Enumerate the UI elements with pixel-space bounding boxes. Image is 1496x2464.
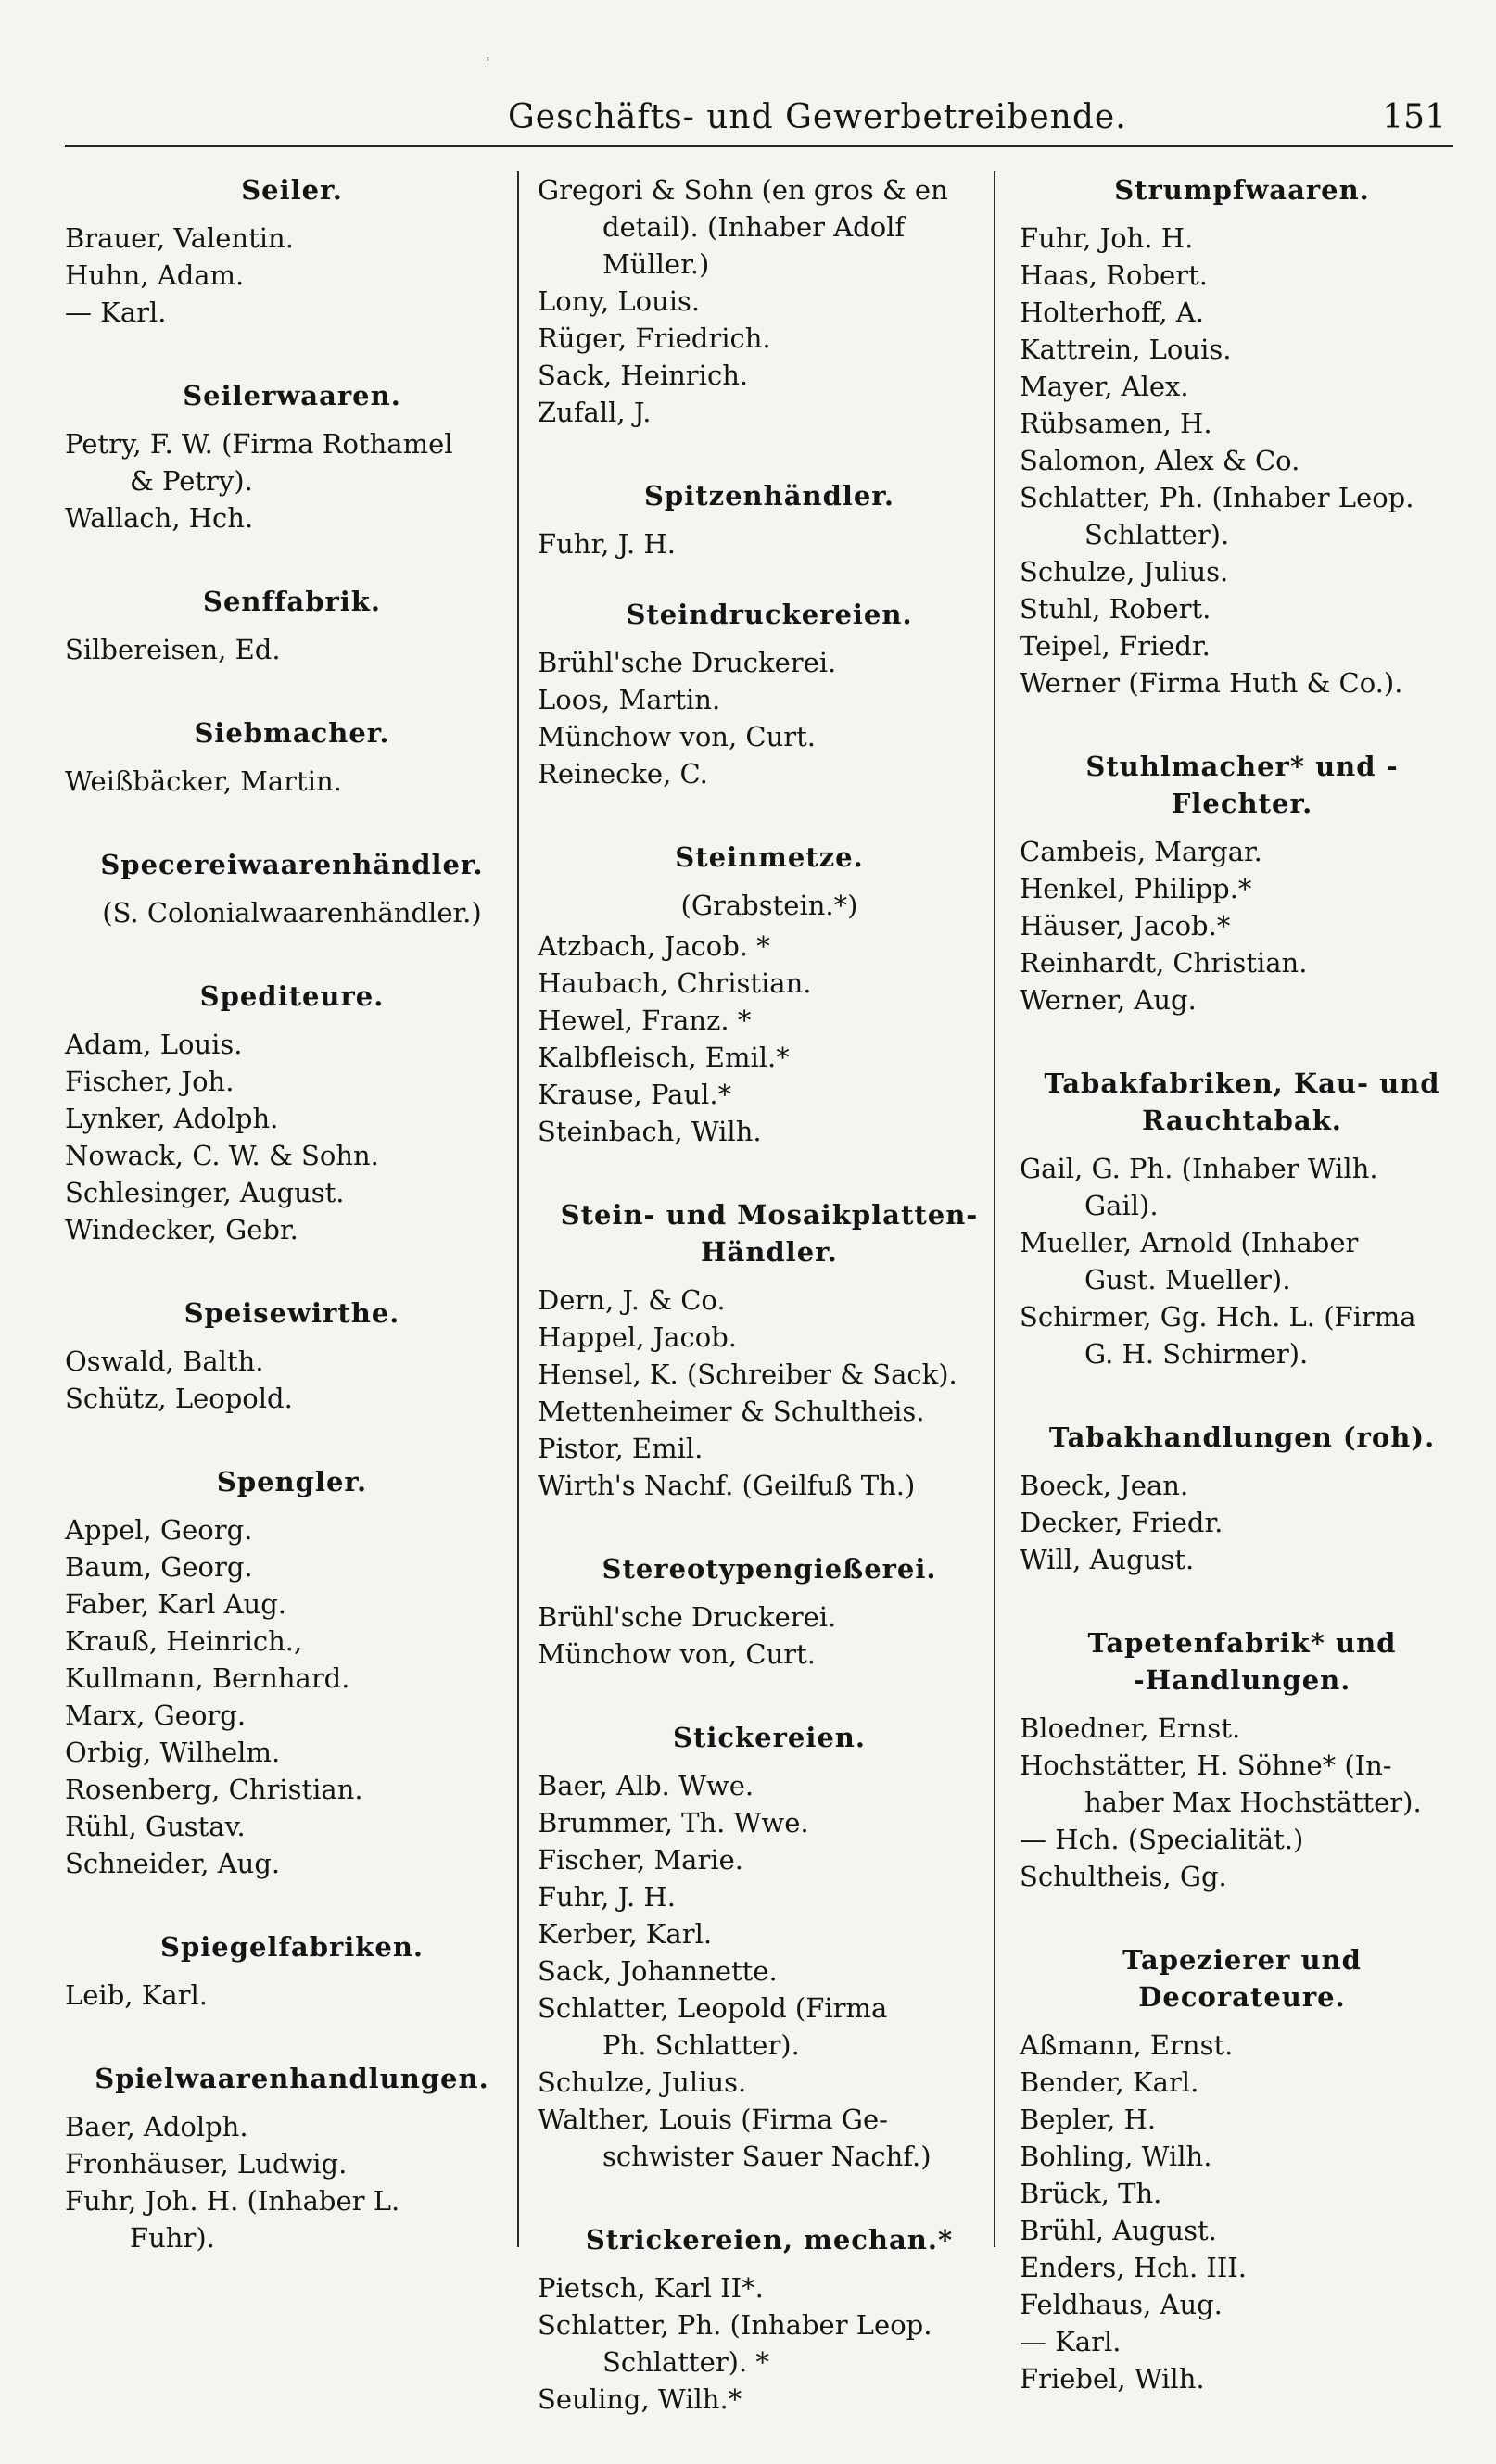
- entry: Lony, Louis.: [538, 285, 701, 317]
- section-heading: Spiegelfabriken.: [160, 1931, 424, 1963]
- section-heading: Stereotypengießerei.: [602, 1553, 937, 1585]
- section-continued: [538, 171, 1001, 431]
- entry: Häuser, Jacob.*: [1020, 910, 1231, 941]
- section-subheading: (Grabstein.*): [680, 890, 858, 921]
- column-1: [65, 171, 519, 2303]
- entry: Bloedner, Ernst.: [1020, 1712, 1241, 1744]
- entry: Teipel, Friedr.: [1020, 630, 1211, 662]
- entry: Zufall, J.: [538, 397, 652, 428]
- running-title: Geschäfts- und Gewerbetreibende.: [508, 98, 1127, 136]
- entry: Faber, Karl Aug.: [65, 1588, 286, 1620]
- entry: Petry, F. W. (Firma Rothamel: [65, 428, 453, 460]
- section-heading: Strickereien, mechan.*: [585, 2224, 954, 2256]
- section-heading: Seiler.: [241, 174, 343, 206]
- entry: Reinecke, C.: [538, 758, 708, 790]
- top-margin-mark: ': [486, 54, 490, 73]
- entry: Enders, Hch. III.: [1020, 2252, 1247, 2283]
- section-spediteure: [65, 978, 519, 1248]
- entry: Schlatter, Leopold (Firma: [538, 1992, 888, 2024]
- entry: Walther, Louis (Firma Ge-: [538, 2104, 888, 2135]
- section-siebmacher: [65, 714, 519, 800]
- entry: Henkel, Philipp.*: [1020, 873, 1252, 904]
- entry: Boeck, Jean.: [1020, 1470, 1189, 1501]
- entry: Fuhr, Joh. H.: [1020, 222, 1194, 254]
- section-heading: Stickereien.: [673, 1722, 866, 1753]
- section-heading: Strumpfwaaren.: [1114, 174, 1370, 206]
- entry: Kattrein, Louis.: [1020, 334, 1232, 365]
- section-seilerwaaren: [65, 377, 519, 537]
- entry-continuation: & Petry).: [130, 465, 253, 497]
- entry-continuation: Gust. Mueller).: [1084, 1264, 1291, 1295]
- entry: Stuhl, Robert.: [1020, 593, 1211, 625]
- entry: Fuhr, Joh. H. (Inhaber L.: [65, 2185, 400, 2217]
- section-heading: Spediteure.: [199, 980, 385, 1012]
- entry: Hewel, Franz. *: [538, 1005, 752, 1036]
- section-heading: Stein- und Mosaikplatten-: [560, 1199, 979, 1231]
- entry: Schultheis, Gg.: [1020, 1861, 1227, 1892]
- entry-continuation: schwister Sauer Nachf.): [602, 2141, 932, 2172]
- entry: Hochstätter, H. Söhne* (In-: [1020, 1750, 1392, 1781]
- entry-continuation: Fuhr).: [130, 2222, 215, 2254]
- entry: Mueller, Arnold (Inhaber: [1020, 1227, 1359, 1258]
- entry: Kalbfleisch, Emil.*: [538, 1042, 790, 1073]
- entry: Schlatter, Ph. (Inhaber Leop.: [538, 2309, 932, 2341]
- entry: Schulze, Julius.: [1020, 556, 1229, 588]
- entry: Atzbach, Jacob. *: [538, 930, 770, 962]
- section-heading: Specereiwaarenhändler.: [100, 849, 484, 880]
- entry: Fischer, Marie.: [538, 1844, 743, 1876]
- page-header: [65, 91, 1455, 145]
- section-stickereien: [538, 1719, 1001, 2175]
- entry: Münchow von, Curt.: [538, 1638, 817, 1670]
- entry-continuation: Gail).: [1084, 1190, 1159, 1221]
- section-tapetenfabrik: [1020, 1624, 1464, 1895]
- entry: — Karl.: [1020, 2326, 1122, 2357]
- page-number: 151: [1382, 98, 1446, 136]
- section-spitzenhaendler: [538, 477, 1001, 562]
- section-heading: Tapezierer und Decorateure.: [1122, 1944, 1362, 2013]
- entry-continuation: Müller.): [602, 248, 710, 280]
- entry-continuation: haber Max Hochstätter).: [1084, 1787, 1422, 1818]
- entry: Brühl, August.: [1020, 2215, 1217, 2246]
- header-rule: [65, 145, 1453, 147]
- entry: Bepler, H.: [1020, 2104, 1157, 2135]
- section-heading: Senffabrik.: [203, 586, 381, 617]
- entry: Leib, Karl.: [65, 1979, 209, 2011]
- entry: Dern, J. & Co.: [538, 1284, 726, 1316]
- section-tabakhandlungen: [1020, 1419, 1464, 1578]
- entry: Werner, Aug.: [1020, 984, 1197, 1016]
- section-stuhlmacher: [1020, 748, 1464, 1018]
- entry: Mayer, Alex.: [1020, 371, 1189, 402]
- entry-continuation: G. H. Schirmer).: [1084, 1338, 1309, 1370]
- section-steindruckereien: [538, 596, 1001, 792]
- entry: Brühl'sche Druckerei.: [538, 647, 837, 678]
- entry: Wirth's Nachf. (Geilfuß Th.): [538, 1470, 916, 1501]
- entry: — Hch. (Specialität.): [1020, 1824, 1304, 1855]
- entry: Pistor, Emil.: [538, 1433, 704, 1464]
- section-specerei: [65, 846, 519, 931]
- entry: Wallach, Hch.: [65, 502, 254, 534]
- entry: Adam, Louis.: [65, 1029, 243, 1060]
- entry: Windecker, Gebr.: [65, 1214, 298, 1245]
- section-strickereien: [538, 2221, 1001, 2418]
- entry: Kullmann, Bernhard.: [65, 1662, 350, 1694]
- entry: Gregori & Sohn (en gros & en: [538, 174, 948, 206]
- section-heading: Tabakfabriken, Kau- und: [1044, 1068, 1440, 1099]
- entry: Krause, Paul.*: [538, 1079, 732, 1110]
- entry: — Karl.: [65, 297, 167, 328]
- section-heading-cont: -Handlungen.: [1133, 1664, 1351, 1696]
- entry: Fuhr, J. H.: [538, 1881, 676, 1913]
- section-heading: Steinmetze.: [675, 841, 864, 873]
- section-senffabrik: [65, 583, 519, 668]
- entry: Fronhäuser, Ludwig.: [65, 2148, 348, 2180]
- entry: Reinhardt, Christian.: [1020, 947, 1308, 979]
- section-heading: Tabakhandlungen (roh).: [1048, 1422, 1436, 1453]
- section-tapezierer: [1020, 1941, 1464, 2397]
- entry: Mettenheimer & Schultheis.: [538, 1396, 925, 1427]
- entry: Steinbach, Wilh.: [538, 1116, 762, 1147]
- entry: Loos, Martin.: [538, 684, 721, 715]
- entry: Schlesinger, August.: [65, 1177, 345, 1208]
- entry: Pietsch, Karl II*.: [538, 2272, 764, 2304]
- entry: Salomon, Alex & Co.: [1020, 445, 1300, 476]
- section-tabakfabriken: [1020, 1065, 1464, 1372]
- entry: Will, August.: [1020, 1544, 1195, 1575]
- entry: Bender, Karl.: [1020, 2066, 1199, 2098]
- section-heading: Spengler.: [216, 1466, 368, 1497]
- entry: Schulze, Julius.: [538, 2066, 747, 2098]
- entry: Rüger, Friedrich.: [538, 322, 771, 354]
- entry: Baer, Alb. Wwe.: [538, 1770, 754, 1801]
- entry: Schlatter, Ph. (Inhaber Leop.: [1020, 482, 1414, 513]
- entry: Baum, Georg.: [65, 1551, 253, 1583]
- entry: Aßmann, Ernst.: [1020, 2029, 1234, 2061]
- entry: Fuhr, J. H.: [538, 528, 676, 560]
- entry: Schütz, Leopold.: [65, 1383, 293, 1414]
- entry: Brummer, Th. Wwe.: [538, 1807, 809, 1839]
- entry: Decker, Friedr.: [1020, 1507, 1223, 1538]
- entry: Marx, Georg.: [65, 1700, 247, 1731]
- entry: Brauer, Valentin.: [65, 222, 294, 254]
- cross-reference: (S. Colonialwaarenhändler.): [102, 897, 482, 929]
- entry: Lynker, Adolph.: [65, 1103, 279, 1134]
- section-heading: Tapetenfabrik* und: [1087, 1627, 1397, 1659]
- entry: Nowack, C. W. & Sohn.: [65, 1140, 379, 1171]
- entry: Appel, Georg.: [65, 1514, 253, 1546]
- section-heading: Seilerwaaren.: [183, 380, 401, 411]
- entry-continuation: Schlatter).: [1084, 519, 1230, 550]
- section-heading: Spitzenhändler.: [643, 480, 895, 512]
- entry-continuation: Ph. Schlatter).: [602, 2029, 800, 2061]
- entry-continuation: detail). (Inhaber Adolf: [602, 211, 906, 243]
- section-strumpfwaaren: [1020, 171, 1464, 701]
- entry: Gail, G. Ph. (Inhaber Wilh.: [1020, 1153, 1378, 1184]
- entry: Baer, Adolph.: [65, 2111, 248, 2142]
- entry: Rühl, Gustav.: [65, 1811, 246, 1842]
- entry: Hensel, K. (Schreiber & Sack).: [538, 1358, 957, 1390]
- section-heading-cont: Rauchtabak.: [1142, 1105, 1342, 1136]
- section-mosaikplatten: [538, 1196, 1001, 1504]
- section-stereotypengiesserei: [538, 1550, 1001, 1673]
- entry: Oswald, Balth.: [65, 1346, 264, 1377]
- entry: Rosenberg, Christian.: [65, 1774, 363, 1805]
- entry: Brück, Th.: [1020, 2178, 1162, 2209]
- entry: Huhn, Adam.: [65, 259, 245, 291]
- entry: Werner (Firma Huth & Co.).: [1020, 667, 1403, 699]
- entry-continuation: Schlatter). *: [602, 2346, 769, 2378]
- entry: Schirmer, Gg. Hch. L. (Firma: [1020, 1301, 1416, 1333]
- entry: Cambeis, Margar.: [1020, 836, 1262, 867]
- entry: Haubach, Christian.: [538, 967, 812, 999]
- entry: Silbereisen, Ed.: [65, 634, 281, 665]
- section-heading-cont: Händler.: [701, 1236, 838, 1268]
- entry: Seuling, Wilh.*: [538, 2383, 742, 2415]
- section-spielwaaren: [65, 2060, 519, 2256]
- entry: Münchow von, Curt.: [538, 721, 817, 752]
- section-heading: Siebmacher.: [194, 717, 390, 749]
- entry: Schneider, Aug.: [65, 1848, 281, 1879]
- section-spengler: [65, 1463, 519, 1882]
- entry: Holterhoff, A.: [1020, 297, 1205, 328]
- entry: Feldhaus, Aug.: [1020, 2289, 1223, 2320]
- section-spiegelfabriken: [65, 1928, 519, 2014]
- section-speisewirthe: [65, 1295, 519, 1417]
- entry: Friebel, Wilh.: [1020, 2363, 1205, 2395]
- entry: Happel, Jacob.: [538, 1321, 737, 1353]
- entry: Fischer, Joh.: [65, 1066, 235, 1097]
- section-heading: Speisewirthe.: [184, 1297, 400, 1329]
- entry: Kerber, Karl.: [538, 1918, 713, 1950]
- entry: Weißbäcker, Martin.: [65, 765, 342, 797]
- section-seiler: [65, 171, 519, 331]
- section-steinmetze: [538, 839, 1001, 1150]
- entry: Sack, Heinrich.: [538, 360, 749, 391]
- entry: Rübsamen, H.: [1020, 408, 1212, 439]
- entry: Sack, Johannette.: [538, 1955, 778, 1987]
- entry: Haas, Robert.: [1020, 259, 1208, 291]
- entry: Krauß, Heinrich.,: [65, 1625, 303, 1657]
- column-3: [1020, 171, 1464, 2444]
- entry: Orbig, Wilhelm.: [65, 1737, 281, 1768]
- section-heading: Steindruckereien.: [626, 599, 913, 630]
- section-heading: Spielwaarenhandlungen.: [95, 2063, 489, 2094]
- entry: Bohling, Wilh.: [1020, 2141, 1212, 2172]
- column-2: [538, 171, 1001, 2464]
- section-heading: Stuhlmacher* und -Flechter.: [1085, 751, 1399, 819]
- entry: Brühl'sche Druckerei.: [538, 1601, 837, 1633]
